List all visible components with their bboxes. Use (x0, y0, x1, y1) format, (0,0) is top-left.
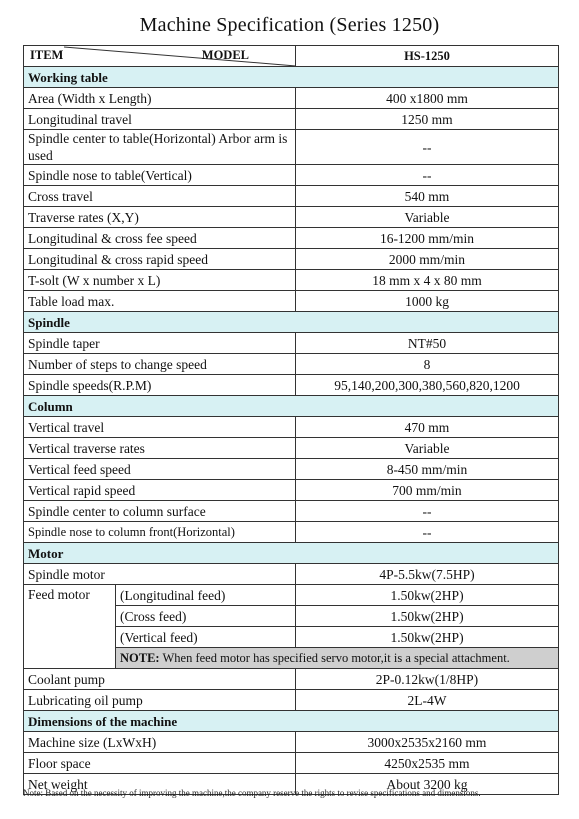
section-spindle (24, 312, 559, 333)
table-row (24, 130, 559, 165)
note-text: When feed motor has specified servo motor,it is a special attachment. (162, 650, 510, 665)
table-row (24, 270, 559, 291)
spec-label: Vertical traverse rates (24, 438, 296, 459)
item-header-label: ITEM (30, 48, 64, 62)
spec-label: Floor space (24, 753, 296, 774)
spec-label: Spindle speeds(R.P.M) (24, 375, 296, 396)
spec-label: Spindle nose to column front(Horizontal) (24, 522, 296, 543)
spec-label: Spindle center to column surface (24, 501, 296, 522)
table-row (24, 109, 559, 130)
spec-label: Coolant pump (24, 669, 296, 690)
spec-label: Area (Width x Length) (24, 88, 296, 109)
spec-label: Table load max. (24, 291, 296, 312)
table-row (24, 207, 559, 228)
table-row (24, 228, 559, 249)
table-row (24, 459, 559, 480)
table-row (24, 186, 559, 207)
spec-value: 18 mm x 4 x 80 mm (296, 270, 559, 291)
spec-value: 3000x2535x2160 mm (296, 732, 559, 753)
spec-value: Variable (296, 438, 559, 459)
spec-value: 2P-0.12kw(1/8HP) (296, 669, 559, 690)
spec-label: Longitudinal & cross fee speed (24, 228, 296, 249)
spec-label: Vertical travel (24, 417, 296, 438)
section-column (24, 396, 559, 417)
table-row (24, 501, 559, 522)
model-value-header: HS-1250 (296, 46, 559, 67)
section-motor (24, 543, 559, 564)
section-dimensions (24, 711, 559, 732)
page-title: Machine Specification (Series 1250) (139, 14, 440, 36)
table-row (24, 753, 559, 774)
spec-label: Longitudinal travel (24, 109, 296, 130)
spec-label: (Vertical feed) (116, 627, 296, 648)
table-row (24, 375, 559, 396)
feed-motor-note (116, 648, 559, 669)
table-row (24, 480, 559, 501)
table-row (24, 564, 559, 585)
spec-value: -- (296, 501, 559, 522)
table-row (24, 291, 559, 312)
spec-label: Spindle nose to table(Vertical) (24, 165, 296, 186)
spec-value: 540 mm (296, 186, 559, 207)
table-row (24, 690, 559, 711)
spec-label: Spindle taper (24, 333, 296, 354)
spec-value: -- (296, 522, 559, 543)
spec-label: Number of steps to change speed (24, 354, 296, 375)
spec-label: Vertical feed speed (24, 459, 296, 480)
spec-label: Spindle center to table(Horizontal) Arbor arm is used (24, 130, 296, 165)
table-row (24, 438, 559, 459)
section-label: Motor (24, 543, 559, 564)
header-row (24, 46, 559, 67)
table-row (24, 354, 559, 375)
table-row (24, 585, 559, 606)
spec-value: 4P-5.5kw(7.5HP) (296, 564, 559, 585)
spec-value: 1000 kg (296, 291, 559, 312)
table-row (24, 522, 559, 543)
spec-label: Spindle motor (24, 564, 296, 585)
table-row (24, 88, 559, 109)
spec-value: 16-1200 mm/min (296, 228, 559, 249)
table-row (24, 669, 559, 690)
item-model-header (24, 46, 296, 67)
spec-label: T-solt (W x number x L) (24, 270, 296, 291)
feed-motor-label: Feed motor (24, 585, 116, 669)
spec-label: Machine size (LxWxH) (24, 732, 296, 753)
footnote: Note: Based on the necessity of improving the machine,the company reserve the rights to revise specifications and dimensions. (23, 788, 481, 798)
table-row (24, 417, 559, 438)
spec-label: Net weight (24, 774, 296, 795)
spec-value: 400 x1800 mm (296, 88, 559, 109)
spec-value: 4250x2535 mm (296, 753, 559, 774)
table-row (24, 249, 559, 270)
table-row (24, 165, 559, 186)
spec-label: Longitudinal & cross rapid speed (24, 249, 296, 270)
spec-value: 95,140,200,300,380,560,820,1200 (296, 375, 559, 396)
section-label: Column (24, 396, 559, 417)
spec-value: About 3200 kg (296, 774, 559, 795)
spec-value: 1.50kw(2HP) (296, 606, 559, 627)
spec-value: NT#50 (296, 333, 559, 354)
spec-label: Lubricating oil pump (24, 690, 296, 711)
spec-value: 700 mm/min (296, 480, 559, 501)
model-header-label: MODEL (201, 48, 249, 62)
spec-table (23, 45, 559, 795)
note-label: NOTE: (120, 650, 160, 665)
table-row (24, 732, 559, 753)
spec-value: 1250 mm (296, 109, 559, 130)
spec-value: 2000 mm/min (296, 249, 559, 270)
spec-value: Variable (296, 207, 559, 228)
spec-value: -- (296, 165, 559, 186)
spec-label: Cross travel (24, 186, 296, 207)
spec-label: Vertical rapid speed (24, 480, 296, 501)
spec-value: -- (296, 130, 559, 165)
section-label: Working table (24, 67, 559, 88)
section-label: Spindle (24, 312, 559, 333)
spec-value: 470 mm (296, 417, 559, 438)
spec-label: (Cross feed) (116, 606, 296, 627)
spec-value: 1.50kw(2HP) (296, 627, 559, 648)
table-row (24, 333, 559, 354)
spec-value: 1.50kw(2HP) (296, 585, 559, 606)
diagonal-divider (24, 46, 297, 67)
spec-value: 2L-4W (296, 690, 559, 711)
spec-value: 8-450 mm/min (296, 459, 559, 480)
spec-label: Traverse rates (X,Y) (24, 207, 296, 228)
section-label: Dimensions of the machine (24, 711, 559, 732)
spec-value: 8 (296, 354, 559, 375)
section-working-table (24, 67, 559, 88)
spec-label: (Longitudinal feed) (116, 585, 296, 606)
